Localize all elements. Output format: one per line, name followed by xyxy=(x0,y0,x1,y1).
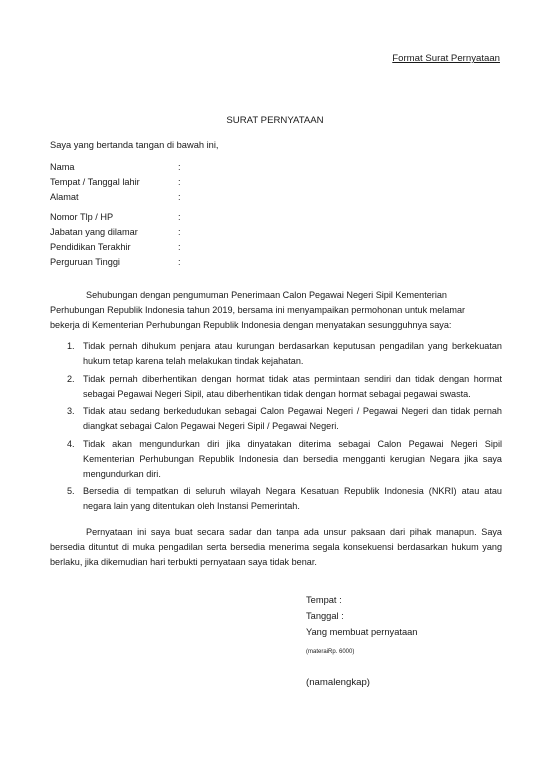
field-colon: : xyxy=(178,227,181,237)
item-number: 2. xyxy=(67,373,75,384)
list-item xyxy=(50,484,502,514)
item-number: 5. xyxy=(67,486,75,496)
item-text: Tidak atau sedang berkedudukan sebagai Calon Pegawai Negeri / Pegawai Negeri dan tidak pernah diangkat sebagai Calon Pegawai Negeri Sipil / Pegawai Negeri. xyxy=(83,406,502,431)
stamp-duty-note: (materaiRp. 6000) xyxy=(306,649,355,655)
field-colon: : xyxy=(178,192,181,202)
paragraph-line: Perhubungan Republik Indonesia tahun 2019, bersama ini menyampaikan permohonan untuk melamar xyxy=(50,305,466,315)
paragraph-line: bekerja di Kementerian Perhubungan Republik Indonesia dengan menyatakan sesungguhnya saya: xyxy=(50,320,452,330)
item-text: Tidak pernah diberhentikan dengan hormat tidak atas permintaan sendiri dan tidak dengan hormat sebagai Pegawai Negeri Sipil, atau diberhentikan tidak dengan hormat sebagai pegawai swasta. xyxy=(83,373,502,399)
item-text: Tidak akan mengundurkan diri jika dinyatakan diterima sebagai Calon Pegawai Negeri Sipil Kementerian Perhubungan Republik Indonesia dan bersedia mengganti kerugian Negara jika saya mengundurkan diri. xyxy=(83,438,502,479)
item-text: Bersedia di tempatkan di seluruh wilayah Negara Kesatuan Republik Indonesia (NKRI) atau atau negara lain yang ditentukan oleh Instansi Pemerintah. xyxy=(83,486,502,511)
signature-maker: Yang membuat pernyataan xyxy=(306,627,418,637)
field-colon: : xyxy=(178,162,181,172)
list-item xyxy=(50,372,502,402)
list-item xyxy=(50,339,502,369)
field-nama xyxy=(50,160,181,175)
field-label: Alamat xyxy=(50,192,79,202)
field-jabatan xyxy=(50,225,181,240)
intro-text: Saya yang bertanda tangan di bawah ini, xyxy=(50,140,219,150)
signature-place: Tempat : xyxy=(306,595,342,605)
field-pendidikan xyxy=(50,240,181,255)
signer-name: (namalengkap) xyxy=(306,677,370,688)
document-title: SURAT PERNYATAAN xyxy=(226,115,324,126)
field-colon: : xyxy=(178,242,181,252)
paragraph-opening xyxy=(50,288,502,333)
field-label: Pendidikan Terakhir xyxy=(50,242,131,252)
item-number: 1. xyxy=(67,341,75,351)
field-alamat xyxy=(50,190,181,205)
item-text: Tidak pernah dihukum penjara atau kurungan berdasarkan keputusan pengadilan yang berkekuatan hukum tetap karena telah melakukan tindak kejahatan. xyxy=(83,341,502,366)
paragraph-line: Sehubungan dengan pengumuman Penerimaan Calon Pegawai Negeri Sipil Kementerian xyxy=(86,290,447,300)
item-number: 3. xyxy=(67,406,75,416)
field-colon: : xyxy=(178,257,181,267)
field-perguruan-tinggi xyxy=(50,255,181,270)
identity-fields xyxy=(50,160,181,270)
field-label: Nomor Tlp / HP xyxy=(50,212,114,222)
signature-date: Tanggal : xyxy=(306,611,344,621)
list-item xyxy=(50,437,502,482)
field-label: Tempat / Tanggal lahir xyxy=(50,177,140,187)
signature-block xyxy=(306,592,417,640)
field-nomor-tlp xyxy=(50,210,181,225)
field-label: Jabatan yang dilamar xyxy=(50,227,138,237)
format-title: Format Surat Pernyataan xyxy=(392,53,500,64)
paragraph-closing: Pernyataan ini saya buat secara sadar dan tanpa ada unsur paksaan dari pihak manapun. Saya bersedia dituntut di muka pengadilan serta bersedia menerima segala konsekuensi berdasarkan hukum yang berlaku, jika dikemudian hari terbukti pernyataan saya tidak benar. xyxy=(50,527,502,567)
statement-list xyxy=(50,339,502,517)
field-tempat-tanggal-lahir xyxy=(50,175,181,190)
field-colon: : xyxy=(178,212,181,222)
field-label: Nama xyxy=(50,162,75,172)
item-number: 4. xyxy=(67,438,75,449)
field-colon: : xyxy=(178,177,181,187)
field-label: Perguruan Tinggi xyxy=(50,257,120,267)
list-item xyxy=(50,404,502,434)
